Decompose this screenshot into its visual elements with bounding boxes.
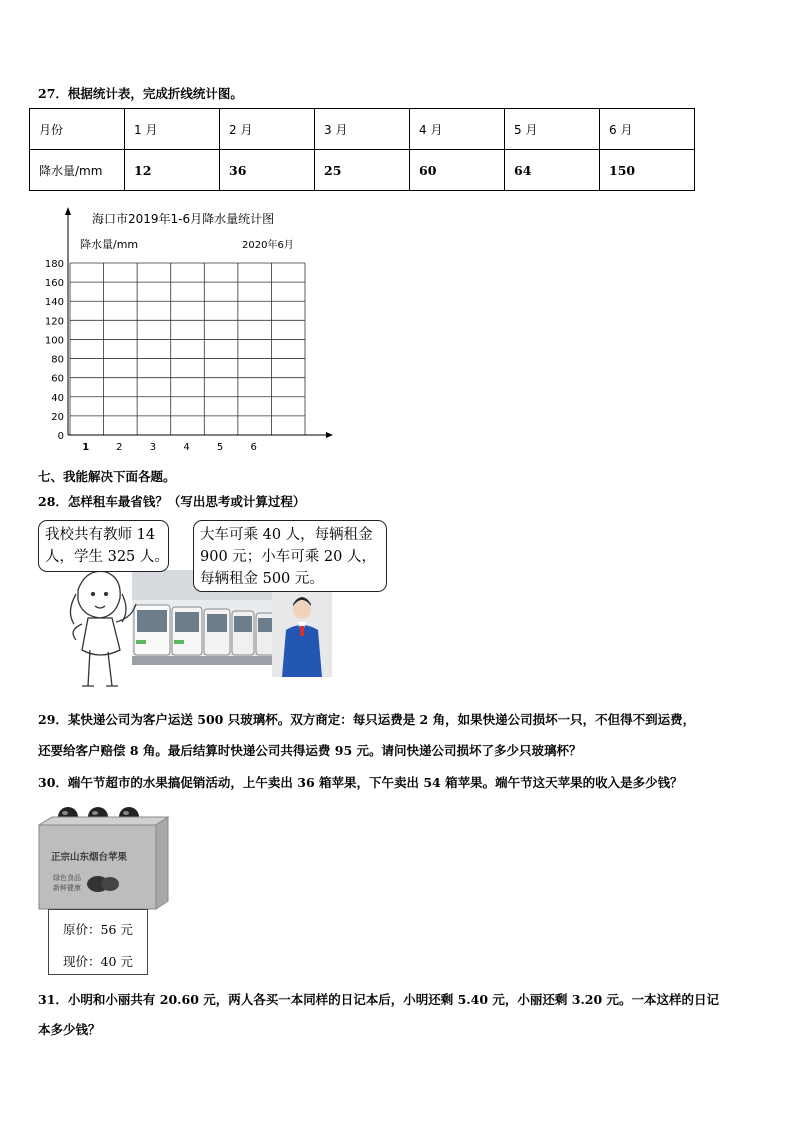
q29-line-1: 29．某快递公司为客户运送 500 只玻璃杯。双方商定：每只运费是 2 角，如果快递公司损坏一只，不但得不到运费， [38,712,696,727]
table-month-cell: 6 月 [600,109,695,150]
table-value-cell: 150 [600,150,695,191]
table-row [30,109,695,150]
x-tick-label: 2 [116,442,123,453]
chart-date-note: 2020年6月 [242,240,294,251]
y-tick-label: 180 [44,259,64,270]
y-tick-label: 40 [51,392,64,404]
y-tick-label: 80 [51,354,64,366]
table-value-cell: 64 [505,150,600,191]
chart-y-label: 降水量/mm [80,238,139,251]
y-tick-label: 160 [44,278,64,290]
bubble-line: 我校共有教师 14 [45,527,156,543]
table-header-label: 月份 [30,109,125,150]
q29-line-2: 还要给客户赔偿 8 角。最后结算时快递公司共得运费 95 元。请问快递公司损坏了多少只玻璃杯？ [38,743,582,758]
x-tick-label: 5 [216,442,224,453]
x-tick-label: 3 [149,442,157,453]
y-tick-label: 0 [57,431,64,442]
cartoon-girl-image [70,571,136,686]
apple-box-tag-2: 新鲜健康 [53,884,81,892]
speech-bubble-teacher [38,520,169,572]
x-tick-label: 6 [250,442,257,453]
rainfall-line-chart-grid[interactable] [30,203,340,453]
y-tick-label: 140 [44,297,64,309]
q31-line-2: 本多少钱？ [38,1022,101,1037]
q31-line-1: 31．小明和小丽共有 20.60 元，两人各买一本同样的日记本后，小明还剩 5.40 元，小丽还剩 3.20 元。一本这样的日记 [38,992,720,1007]
chart-title: 海口市2019年1-6月降水量统计图 [92,212,275,226]
x-tick-label: 1 [82,442,90,453]
section-7-title: 七、我能解决下面各题。 [38,469,176,484]
rainfall-table [29,108,695,191]
chart-grid [70,263,305,435]
x-tick-label: 4 [183,442,190,453]
current-price: 现价：40 元 [63,954,133,969]
table-value-cell: 25 [315,150,410,191]
apple-box-tag-1: 绿色食品 [53,874,81,882]
original-price: 原价：56 元 [63,922,133,937]
attendant-photo-image [272,592,332,677]
apple-box-brand: 正宗山东烟台苹果 [51,852,128,863]
table-row [30,150,695,191]
bubble-line: 人，学生 325 人。 [45,549,169,565]
y-axis-arrow [65,207,71,215]
price-box [48,909,148,975]
q30-line-1: 30．端午节超市的水果搞促销活动，上午卖出 36 箱苹果，下午卖出 54 箱苹果。端午节这天苹果的收入是多少钱？ [38,775,683,790]
table-value-cell: 60 [410,150,505,191]
x-axis-arrow [326,432,333,438]
q27-title: 27．根据统计表，完成折线统计图。 [38,86,243,101]
chart-x-ticks [82,442,257,453]
table-value-cell: 12 [125,150,220,191]
y-tick-label: 120 [44,316,64,328]
table-month-cell: 1 月 [125,109,220,150]
speech-bubble-attendant [193,520,387,592]
table-month-cell: 3 月 [315,109,410,150]
table-value-cell: 36 [220,150,315,191]
table-row-label: 降水量/mm [30,150,125,191]
y-tick-label: 20 [51,411,64,423]
y-tick-label: 60 [51,373,64,385]
table-month-cell: 2 月 [220,109,315,150]
bubble-line: 每辆租金 500 元。 [200,571,324,587]
y-tick-label: 100 [44,335,64,347]
bubble-line: 900 元；小车可乘 20 人， [200,549,376,565]
q28-title: 28．怎样租车最省钱？（写出思考或计算过程） [38,494,306,509]
chart-y-ticks [45,259,64,442]
table-month-cell: 5 月 [505,109,600,150]
table-month-cell: 4 月 [410,109,505,150]
bubble-line: 大车可乘 40 人，每辆租金 [200,527,373,543]
